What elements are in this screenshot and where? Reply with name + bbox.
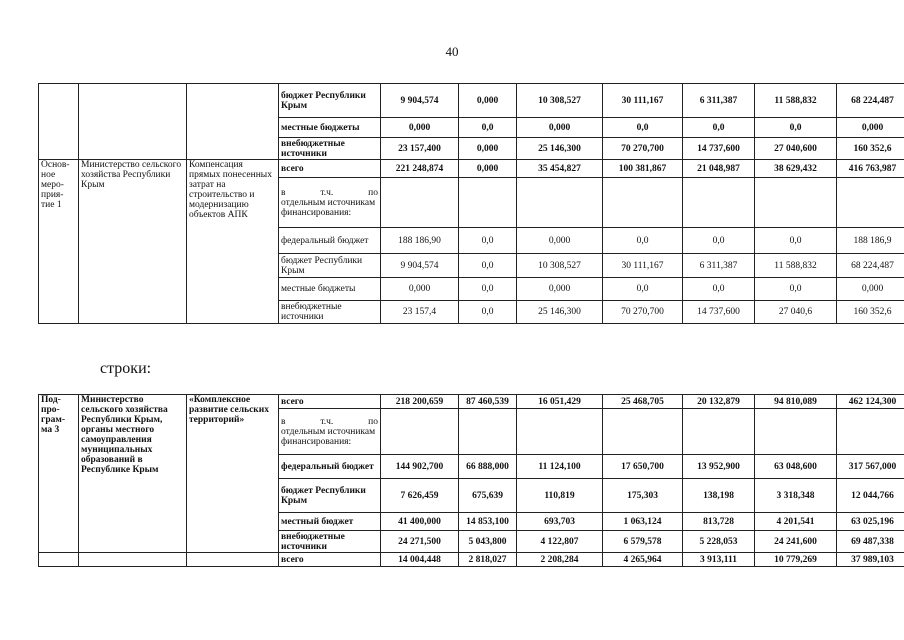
value-cell: 14 737,600: [683, 138, 755, 160]
value-cell: 0,000: [381, 278, 459, 301]
value-cell: 14 737,600: [683, 301, 755, 324]
event-cell: Под-про-грам-ма 3: [39, 395, 79, 553]
value-cell: 17 650,700: [603, 455, 683, 479]
value-cell: 100 381,867: [603, 160, 683, 178]
label-cell: федеральный бюджет: [279, 455, 381, 479]
value-cell: 9 904,574: [381, 254, 459, 278]
value-cell: 11 588,832: [755, 254, 837, 278]
label-cell: бюджет Республики Крым: [279, 479, 381, 513]
table-row: [39, 160, 904, 178]
label-cell: [279, 409, 381, 455]
value-cell: 10 779,269: [755, 553, 837, 567]
value-cell: 6 311,387: [683, 84, 755, 118]
value-cell: 317 567,000: [837, 455, 904, 479]
value-cell: 0,0: [459, 278, 517, 301]
value-cell: 25 146,300: [517, 301, 603, 324]
value-cell: 0,0: [755, 118, 837, 138]
empty-cell: [79, 553, 187, 567]
value-cell: 63 048,600: [755, 455, 837, 479]
value-cell: 0,000: [837, 118, 904, 138]
value-cell: 0,000: [837, 278, 904, 301]
value-cell: 2 208,284: [517, 553, 603, 567]
value-cell: 675,639: [459, 479, 517, 513]
value-cell: 4 201,541: [755, 513, 837, 531]
value-cell: 0,0: [755, 228, 837, 254]
caption: строки:: [100, 360, 152, 377]
executor-cell: Министерство сельского хозяйства Республики Крым: [79, 160, 187, 324]
label-cell: внебюджетные источники: [279, 301, 381, 324]
value-cell: 66 888,000: [459, 455, 517, 479]
value-cell: 10 308,527: [517, 84, 603, 118]
value-cell: 20 132,879: [683, 395, 755, 409]
value-cell: 1 063,124: [603, 513, 683, 531]
value-cell: 23 157,4: [381, 301, 459, 324]
value-cell: 68 224,487: [837, 84, 904, 118]
value-cell: 24 271,500: [381, 531, 459, 553]
event-cell: Основ-ное меро-прия-тие 1: [39, 160, 79, 324]
label-cell: внебюджетные источники: [279, 138, 381, 160]
value-cell: 144 902,700: [381, 455, 459, 479]
event-cell-empty: [39, 84, 79, 160]
value-cell: 5 228,053: [683, 531, 755, 553]
label-cell: всего: [279, 553, 381, 567]
label-part: по: [368, 187, 378, 198]
value-cell: 94 810,089: [755, 395, 837, 409]
value-cell: 87 460,539: [459, 395, 517, 409]
label-part: в: [281, 416, 286, 427]
value-cell: 0,000: [517, 228, 603, 254]
value-cell: 0,0: [755, 278, 837, 301]
empty-cell: [755, 409, 837, 455]
label-cell: местные бюджеты: [279, 278, 381, 301]
value-cell: 13 952,900: [683, 455, 755, 479]
value-cell: 0,0: [459, 228, 517, 254]
value-cell: 813,728: [683, 513, 755, 531]
value-cell: 11 124,100: [517, 455, 603, 479]
value-cell: 221 248,874: [381, 160, 459, 178]
value-cell: 23 157,400: [381, 138, 459, 160]
label-cell: бюджет Республики Крым: [279, 84, 381, 118]
empty-cell: [683, 409, 755, 455]
value-cell: 70 270,700: [603, 138, 683, 160]
description-cell: «Комплексное развитие сельских территорий»: [187, 395, 279, 553]
value-cell: 0,0: [683, 228, 755, 254]
empty-cell: [381, 178, 459, 228]
label-rest: отдельным источникам финансирования:: [281, 426, 376, 447]
value-cell: 0,0: [459, 254, 517, 278]
value-cell: 14 004,448: [381, 553, 459, 567]
value-cell: 5 043,800: [459, 531, 517, 553]
value-cell: 6 579,578: [603, 531, 683, 553]
table-row: [39, 395, 904, 409]
value-cell: 24 241,600: [755, 531, 837, 553]
label-cell: всего: [279, 395, 381, 409]
empty-cell: [603, 409, 683, 455]
value-cell: 27 040,600: [755, 138, 837, 160]
label-cell: федеральный бюджет: [279, 228, 381, 254]
value-cell: 10 308,527: [517, 254, 603, 278]
table-row: [39, 84, 904, 118]
value-cell: 63 025,196: [837, 513, 904, 531]
label-cell: [279, 178, 381, 228]
value-cell: 68 224,487: [837, 254, 904, 278]
description-cell-empty: [187, 84, 279, 160]
value-cell: 27 040,6: [755, 301, 837, 324]
empty-cell: [459, 178, 517, 228]
empty-cell: [755, 178, 837, 228]
empty-cell: [517, 409, 603, 455]
empty-cell: [683, 178, 755, 228]
value-cell: 30 111,167: [603, 254, 683, 278]
value-cell: 38 629,432: [755, 160, 837, 178]
label-cell: всего: [279, 160, 381, 178]
label-part: т.ч.: [320, 187, 334, 198]
empty-cell: [837, 178, 904, 228]
label-part: в: [281, 187, 286, 198]
value-cell: 25 146,300: [517, 138, 603, 160]
empty-cell: [39, 553, 79, 567]
value-cell: 4 265,964: [603, 553, 683, 567]
budget-table-2: [38, 394, 904, 567]
value-cell: 11 588,832: [755, 84, 837, 118]
value-cell: 37 989,103: [837, 553, 904, 567]
value-cell: 0,0: [459, 118, 517, 138]
value-cell: 0,000: [459, 84, 517, 118]
value-cell: 0,000: [381, 118, 459, 138]
label-cell: бюджет Республики Крым: [279, 254, 381, 278]
value-cell: 0,000: [459, 138, 517, 160]
value-cell: 21 048,987: [683, 160, 755, 178]
value-cell: 70 270,700: [603, 301, 683, 324]
value-cell: 6 311,387: [683, 254, 755, 278]
value-cell: 0,0: [459, 301, 517, 324]
table-row: [39, 553, 904, 567]
label-cell: местный бюджет: [279, 513, 381, 531]
empty-cell: [603, 178, 683, 228]
value-cell: 2 818,027: [459, 553, 517, 567]
value-cell: 41 400,000: [381, 513, 459, 531]
empty-cell: [837, 409, 904, 455]
value-cell: 693,703: [517, 513, 603, 531]
value-cell: 0,0: [603, 228, 683, 254]
value-cell: 3 913,111: [683, 553, 755, 567]
value-cell: 16 051,429: [517, 395, 603, 409]
value-cell: 175,303: [603, 479, 683, 513]
value-cell: 9 904,574: [381, 84, 459, 118]
value-cell: 3 318,348: [755, 479, 837, 513]
empty-cell: [187, 553, 279, 567]
value-cell: 160 352,6: [837, 138, 904, 160]
executor-cell-empty: [79, 84, 187, 160]
empty-cell: [517, 178, 603, 228]
value-cell: 7 626,459: [381, 479, 459, 513]
value-cell: 0,0: [603, 278, 683, 301]
value-cell: 14 853,100: [459, 513, 517, 531]
empty-cell: [459, 409, 517, 455]
label-cell: местные бюджеты: [279, 118, 381, 138]
budget-table-1: [38, 83, 904, 324]
value-cell: 462 124,300: [837, 395, 904, 409]
value-cell: 0,0: [683, 118, 755, 138]
label-cell: внебюджетные источники: [279, 531, 381, 553]
value-cell: 110,819: [517, 479, 603, 513]
label-rest: отдельным источникам финансирования:: [281, 197, 376, 218]
value-cell: 0,000: [459, 160, 517, 178]
label-part: т.ч.: [320, 416, 334, 427]
value-cell: 138,198: [683, 479, 755, 513]
value-cell: 69 487,338: [837, 531, 904, 553]
value-cell: 0,000: [517, 278, 603, 301]
value-cell: 30 111,167: [603, 84, 683, 118]
executor-cell: Министерство сельского хозяйства Республики Крым, органы местного самоуправления муниципальных образований в Республике Крым: [79, 395, 187, 553]
label-part: по: [368, 416, 378, 427]
empty-cell: [381, 409, 459, 455]
value-cell: 0,000: [517, 118, 603, 138]
value-cell: 4 122,807: [517, 531, 603, 553]
description-cell: Компенсация прямых понесенных затрат на строительство и модернизацию объектов АПК: [187, 160, 279, 324]
page-number: 40: [445, 44, 459, 59]
value-cell: 160 352,6: [837, 301, 904, 324]
value-cell: 25 468,705: [603, 395, 683, 409]
value-cell: 416 763,987: [837, 160, 904, 178]
value-cell: 0,0: [603, 118, 683, 138]
value-cell: 188 186,9: [837, 228, 904, 254]
value-cell: 218 200,659: [381, 395, 459, 409]
value-cell: 35 454,827: [517, 160, 603, 178]
value-cell: 188 186,90: [381, 228, 459, 254]
value-cell: 0,0: [683, 278, 755, 301]
value-cell: 12 044,766: [837, 479, 904, 513]
